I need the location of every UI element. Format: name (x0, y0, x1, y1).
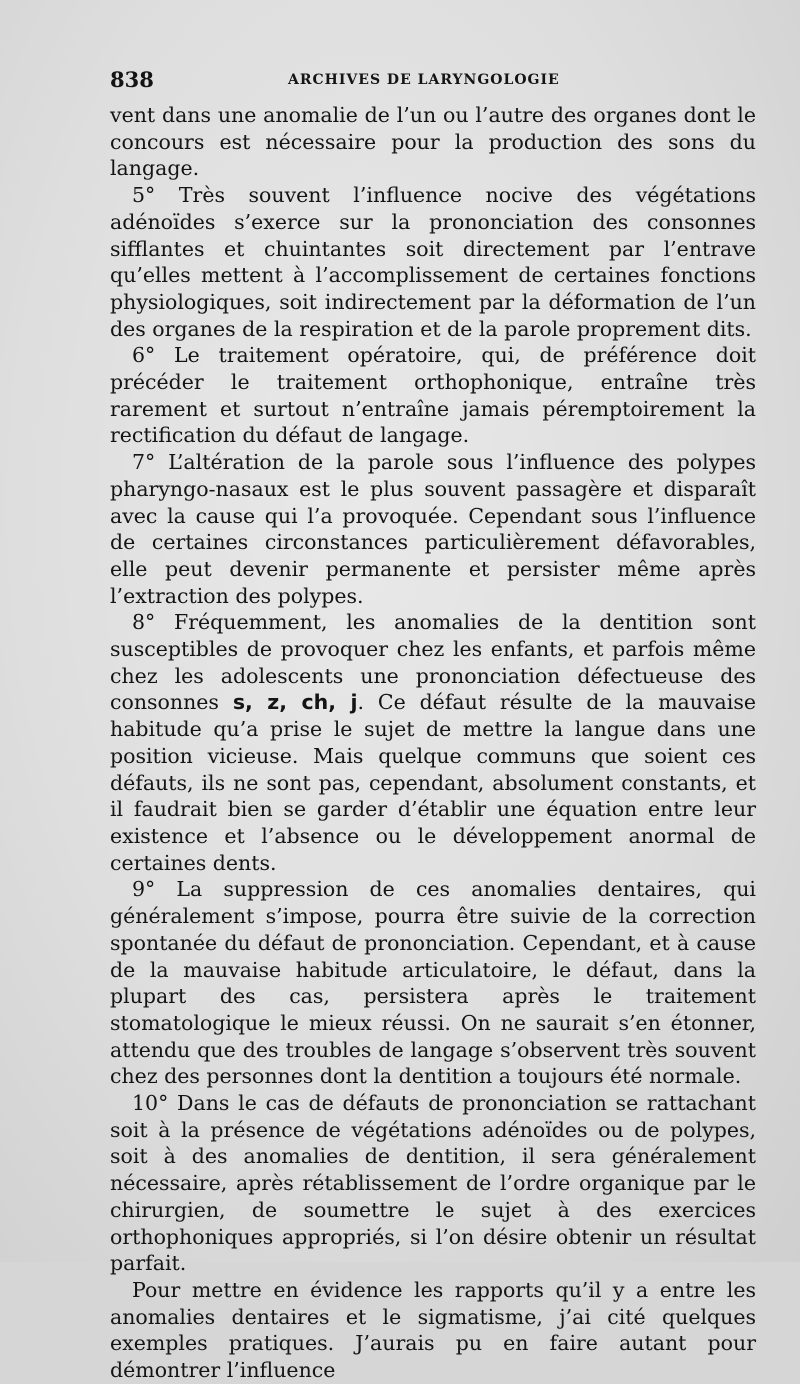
paragraph-point-8-text-before: 8° Fréquemment, les anomalies de la dentition sont susceptibles de provoquer chez les enfants, et parfois même chez les adolescents une prononciation défectueuse des consonnes (110, 610, 756, 715)
paragraph-point-10: 10° Dans le cas de défauts de prononciation se rattachant soit à la présence de végétations adénoïdes ou de polypes, soit à des anomalies de dentition, il sera généralement nécessaire, après rétablissement de l’ordre organique par le chirurgien, de soumettre le sujet à des exercices orthophoniques appropriés, si l’on désire obtenir un résultat parfait. (110, 1091, 756, 1276)
page-number: 838 (110, 67, 154, 92)
paragraph-point-8-text-after: . Ce défaut résulte de la mauvaise habitude qu’a prise le sujet de mettre la langue dans une position vicieuse. Mais quelque communs que soient ces défauts, ils ne sont pas, cependant, absolument constants, et il faudrait bien se garder d’établir une équation entre leur existence et l’absence ou le développement anormal de certaines dents. (110, 690, 756, 875)
consonant-letters: s, z, ch, j (232, 690, 358, 715)
paragraph-point-5: 5° Très souvent l’influence nocive des végétations adénoïdes s’exerce sur la prononciation des consonnes sifflantes et chuintantes soit directement par l’entrave qu’elles mettent à l’accomplissement de certaines fonctions physiologiques, soit indirectement par la déformation de l’un des organes de la respiration et de la parole proprement dits. (110, 183, 756, 341)
paragraph-point-7: 7° L’altération de la parole sous l’influence des polypes pharyngo-nasaux est le plus souvent passagère et disparaît avec la cause qui l’a provoquée. Cependant sous l’influence de certaines circonstances particulièrement défavorables, elle peut devenir permanente et persister même après l’extraction des polypes. (110, 450, 756, 608)
paragraph-continuation: vent dans une anomalie de l’un ou l’autre des organes dont le concours est nécessaire pour la production des sons du langage. (110, 103, 756, 181)
page-content (110, 62, 756, 1384)
paragraph-point-6: 6° Le traitement opératoire, qui, de préférence doit précéder le traitement orthophonique, entraîne très rarement et surtout n’entraîne jamais péremptoirement la rectification du défaut de langage. (110, 343, 756, 448)
paragraph-point-8 (110, 609, 756, 876)
running-title: ARCHIVES DE LARYNGOLOGIE (288, 72, 560, 88)
paragraph-closing: Pour mettre en évidence les rapports qu’il y a entre les anomalies dentaires et le sigmatisme, j’ai cité quelques exemples pratiques. J’aurais pu en faire autant pour démontrer l’influence (110, 1277, 756, 1383)
body-text (110, 102, 756, 1384)
paragraph-point-9: 9° La suppression de ces anomalies dentaires, qui généralement s’impose, pourra être suivie de la correction spontanée du défaut de prononciation. Cependant, et à cause de la mauvaise habitude articulatoire, le défaut, dans la plupart des cas, persistera après le traitement stomatologique le mieux réussi. On ne saurait s’en étonner, attendu que des troubles de langage s’observent très souvent chez des personnes dont la dentition a toujours été normale. (110, 877, 756, 1089)
page-header (110, 62, 756, 102)
